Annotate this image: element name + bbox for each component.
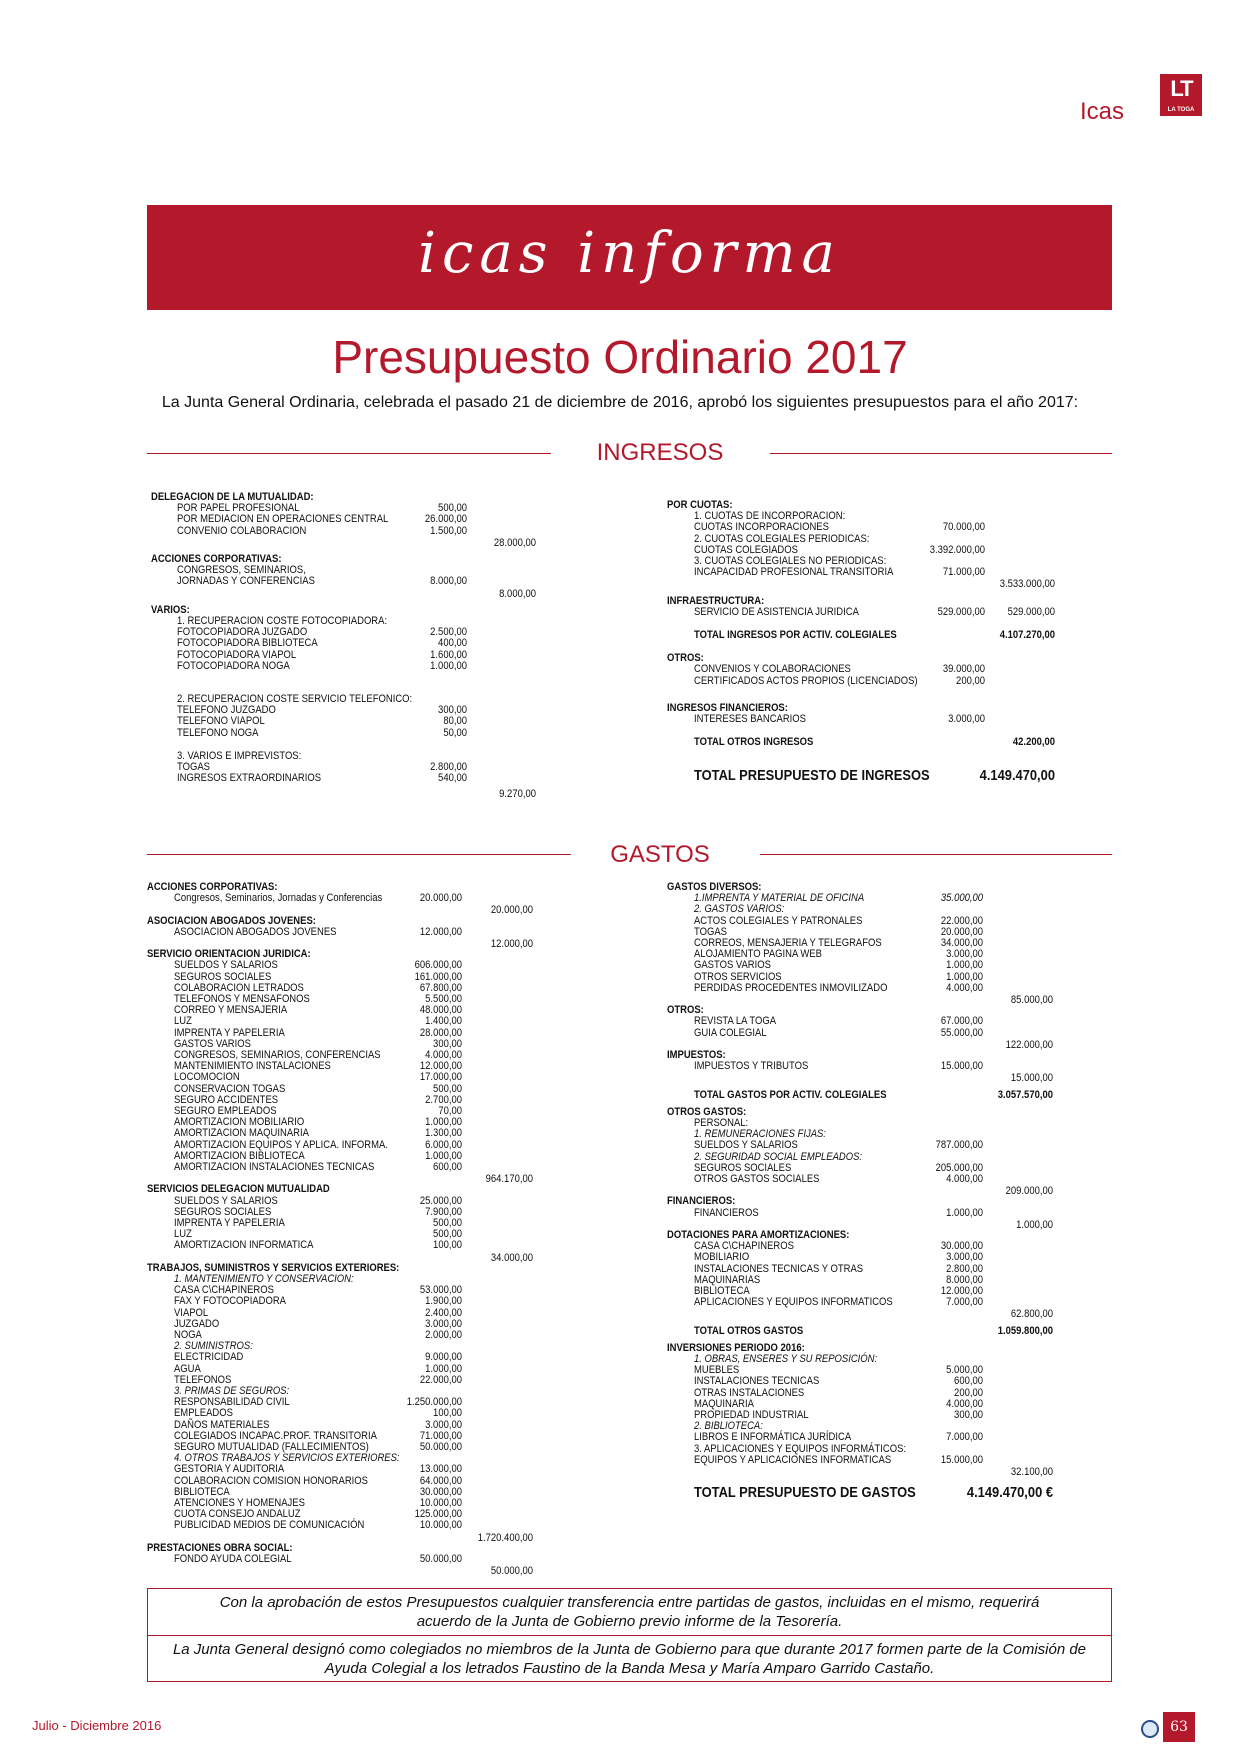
- ledger-amount: 15.000,00: [940, 1453, 983, 1466]
- ledger-label: MANTENIMIENTO INSTALACIONES: [174, 1060, 331, 1073]
- ledger-total: 12.000,00: [490, 938, 533, 950]
- ledger-amount: 2.000,00: [425, 1329, 462, 1341]
- ledger-amount: 400,00: [438, 637, 467, 650]
- ledger-label: DELEGACION DE LA MUTUALIDAD:: [151, 491, 314, 503]
- ledger-label: MUEBLES: [694, 1364, 740, 1377]
- ledger-total: 209.000,00: [1005, 1185, 1053, 1198]
- ledger-total: 28.000,00: [493, 536, 536, 549]
- ledger-label: COLABORACION COMISION HONORARIOS: [174, 1474, 368, 1487]
- ledger-label: TOTAL GASTOS POR ACTIV. COLEGIALES: [694, 1088, 887, 1101]
- ledger-label: OTRAS INSTALACIONES: [694, 1386, 805, 1399]
- ledger-amount: 500,00: [433, 1217, 462, 1229]
- logo-text: LA TOGA: [1167, 107, 1195, 113]
- ledger-amount: 4.000,00: [946, 1173, 983, 1185]
- ledger-label: IMPRENTA Y PAPELERIA: [174, 1217, 285, 1229]
- ledger-label: AMORTIZACION MAQUINARIA: [174, 1127, 309, 1140]
- ledger-amount: 2.500,00: [430, 626, 467, 639]
- ledger-amount: 25.000,00: [419, 1194, 462, 1207]
- ledger-amount: 55.000,00: [940, 1026, 983, 1039]
- footer-issue: Julio - Diciembre 2016: [32, 1718, 162, 1733]
- divider-line: [760, 854, 1112, 855]
- ledger-label: AMORTIZACION INSTALACIONES TECNICAS: [174, 1161, 375, 1173]
- ledger-amount: 10.000,00: [419, 1519, 462, 1532]
- ledger-amount: 12.000,00: [940, 1285, 983, 1297]
- ledger-label: ELECTRICIDAD: [174, 1351, 244, 1364]
- ledger-label: INCAPACIDAD PROFESIONAL TRANSITORIA: [694, 566, 894, 579]
- ledger-amount: 30.000,00: [940, 1240, 983, 1253]
- la-toga-logo: [1160, 74, 1202, 116]
- ledger-label: 2. BIBLIOTECA:: [694, 1420, 763, 1433]
- banner-title: icas informa: [418, 221, 841, 286]
- ledger-label: AMORTIZACION BIBLIOTECA: [174, 1149, 305, 1162]
- ledger-amount: 5.000,00: [946, 1364, 983, 1377]
- page-title: Presupuesto Ordinario 2017: [332, 331, 908, 383]
- ledger-label: OTROS GASTOS SOCIALES: [694, 1173, 820, 1185]
- ledger-label: ALOJAMIENTO PAGINA WEB: [694, 948, 822, 961]
- ledger-label: EMPLEADOS: [174, 1407, 233, 1420]
- ledger-label: CONSERVACION TOGAS: [174, 1082, 286, 1095]
- ledger-amount: 28.000,00: [419, 1026, 462, 1039]
- ledger-label: OTROS:: [667, 1004, 704, 1017]
- ledger-amount: 13.000,00: [419, 1463, 462, 1476]
- ledger-label: Congresos, Seminarios, Jornadas y Conferencias: [174, 892, 383, 905]
- ledger-amount: 100,00: [433, 1407, 462, 1420]
- ledger-label: ATENCIONES Y HOMENAJES: [174, 1497, 305, 1509]
- ledger-label: CASA C\CHAPINEROS: [174, 1284, 274, 1297]
- ledger-amount: 600,00: [433, 1161, 462, 1173]
- ledger-label: 3. PRIMAS DE SEGUROS:: [174, 1385, 290, 1397]
- ledger-amount: 7.000,00: [946, 1296, 983, 1309]
- ledger-amount: 12.000,00: [419, 925, 462, 938]
- ingresos-heading: INGRESOS: [596, 439, 724, 466]
- ledger-total: 1.720.400,00: [477, 1531, 533, 1544]
- ledger-label: POR CUOTAS:: [667, 499, 733, 511]
- ledger-total: 8.000,00: [499, 587, 536, 600]
- ledger-amount: 64.000,00: [419, 1474, 462, 1487]
- ledger-label: 1. OBRAS, ENSERES Y SU REPOSICIÓN:: [694, 1353, 878, 1365]
- ledger-total: 34.000,00: [490, 1251, 533, 1264]
- ledger-label: 2. RECUPERACION COSTE SERVICIO TELEFONICO:: [177, 693, 413, 705]
- ledger-label: IMPRENTA Y PAPELERIA: [174, 1026, 285, 1039]
- ledger-amount: 70,00: [438, 1105, 462, 1117]
- ledger-amount: 1.300,00: [425, 1127, 462, 1140]
- ledger-label: 3. VARIOS E IMPREVISTOS:: [177, 749, 302, 762]
- ledger-amount: 200,00: [956, 674, 985, 687]
- icas-informa-banner: [147, 205, 1112, 310]
- ledger-label: INFRAESTRUCTURA:: [667, 594, 765, 607]
- logo-mark: LT: [1170, 76, 1192, 101]
- ledger-amount: 1.000,00: [946, 1206, 983, 1219]
- ledger-amount: 787.000,00: [935, 1139, 983, 1152]
- ledger-amount: 10.000,00: [419, 1497, 462, 1509]
- ledger-amount: 5.500,00: [425, 993, 462, 1005]
- ledger-label: SEGURO MUTUALIDAD (FALLECIMIENTOS): [174, 1441, 369, 1453]
- ledger-amount: 500,00: [433, 1082, 462, 1095]
- ledger-label: INVERSIONES PERIODO 2016:: [667, 1341, 805, 1354]
- ledger-amount: 9.000,00: [425, 1351, 462, 1364]
- ledger-total: 1.059.800,00: [997, 1324, 1053, 1337]
- ledger-total: 4.149.470,00: [979, 767, 1055, 785]
- ledger-label: BIBLIOTECA: [174, 1485, 230, 1498]
- ledger-label: CONVENIOS Y COLABORACIONES: [694, 663, 851, 676]
- ledger-label: INSTALACIONES TECNICAS Y OTRAS: [694, 1262, 864, 1275]
- ledger-label: VIAPOL: [174, 1306, 209, 1319]
- ledger-label: ACCIONES CORPORATIVAS:: [147, 881, 278, 893]
- ledger-label: NOGA: [174, 1329, 202, 1341]
- ledger-amount: 67.800,00: [419, 981, 462, 994]
- ledger-label: SEGUROS SOCIALES: [174, 970, 272, 983]
- ledger-amount: 50,00: [443, 726, 467, 739]
- ledger-label: ACTOS COLEGIALES Y PATRONALES: [694, 914, 863, 927]
- ledger-label: OTROS GASTOS:: [667, 1105, 747, 1118]
- ledger-total: 964.170,00: [485, 1173, 533, 1186]
- notes-box: [147, 1588, 1112, 1682]
- ledger-label: TOGAS: [694, 925, 727, 938]
- ledger-label: 2. SUMINISTROS:: [174, 1340, 253, 1353]
- ledger-amount: 2.700,00: [425, 1093, 462, 1106]
- ledger-label: GASTOS VARIOS: [694, 959, 771, 972]
- ledger-amount: 529.000,00: [937, 605, 985, 618]
- divider-line: [147, 854, 571, 855]
- ledger-label: POR PAPEL PROFESIONAL: [177, 502, 300, 515]
- ledger-amount: 67.000,00: [940, 1015, 983, 1028]
- ledger-label: VARIOS:: [151, 603, 190, 616]
- ledger-label: BIBLIOTECA: [694, 1285, 750, 1297]
- ledger-label: 2. GASTOS VARIOS:: [694, 903, 785, 916]
- ledger-label: FOTOCOPIADORA VIAPOL: [177, 648, 297, 661]
- ledger-label: SERVICIO ORIENTACION JURIDICA:: [147, 948, 311, 961]
- ledger-label: PRESTACIONES OBRA SOCIAL:: [147, 1541, 293, 1554]
- ledger-label: TOTAL OTROS GASTOS: [694, 1324, 804, 1337]
- ledger-amount: 8.000,00: [430, 575, 467, 588]
- ledger-total: 9.270,00: [499, 788, 536, 801]
- ledger-label: CASA C\CHAPINEROS: [694, 1240, 794, 1253]
- ledger-label: SEGUROS SOCIALES: [174, 1205, 272, 1218]
- ledger-label: JUZGADO: [174, 1317, 220, 1330]
- ledger-label: SEGURO ACCIDENTES: [174, 1093, 279, 1106]
- ledger-total: 122.000,00: [1005, 1038, 1053, 1051]
- ledger-label: AMORTIZACION INFORMATICA: [174, 1239, 314, 1252]
- ledger-label: GASTOS VARIOS: [174, 1037, 251, 1050]
- ledger-amount: 15.000,00: [940, 1060, 983, 1073]
- ledger-amount: 1.400,00: [425, 1015, 462, 1028]
- ledger-label: LUZ: [174, 1228, 192, 1241]
- ledger-amount: 30.000,00: [419, 1485, 462, 1498]
- ledger-amount: 3.000,00: [948, 713, 985, 725]
- ledger-label: APLICACIONES Y EQUIPOS INFORMATICOS: [694, 1296, 893, 1309]
- ledger-label: PROPIEDAD INDUSTRIAL: [694, 1409, 809, 1421]
- ledger-amount: 26.000,00: [424, 513, 467, 526]
- ledger-label: TOTAL PRESUPUESTO DE GASTOS: [694, 1484, 916, 1502]
- ledger-label: 1. RECUPERACION COSTE FOTOCOPIADORA:: [177, 615, 388, 627]
- ledger-total: 3.533.000,00: [999, 578, 1055, 591]
- ledger-label: TOGAS: [177, 761, 210, 773]
- ledger-label: PERDIDAS PROCEDENTES INMOVILIZADO: [694, 981, 888, 994]
- ledger-amount: 125.000,00: [414, 1508, 462, 1521]
- ledger-amount: 12.000,00: [419, 1060, 462, 1073]
- ledger-label: IMPUESTOS Y TRIBUTOS: [694, 1060, 809, 1073]
- ledger-label: DOTACIONES PARA AMORTIZACIONES:: [667, 1229, 850, 1241]
- ledger-amount: 540,00: [438, 772, 467, 785]
- ledger-label: MAQUINARIAS: [694, 1273, 761, 1286]
- ledger-amount: 22.000,00: [419, 1373, 462, 1386]
- ledger-label: CORREO Y MENSAJERIA: [174, 1004, 288, 1017]
- ledger-label: INGRESOS EXTRAORDINARIOS: [177, 772, 322, 785]
- ledger-amount: 600,00: [954, 1375, 983, 1388]
- ledger-total: 50.000,00: [490, 1565, 533, 1578]
- ledger-label: FAX Y FOTOCOPIADORA: [174, 1295, 286, 1308]
- ledger-total: 85.000,00: [1010, 994, 1053, 1006]
- ledger-amount: 2.800,00: [946, 1262, 983, 1275]
- ledger-amount: 2.800,00: [430, 761, 467, 773]
- ledger-total: 4.107.270,00: [999, 629, 1055, 641]
- ledger-total: 529.000,00: [1007, 605, 1055, 618]
- ledger-label: FOTOCOPIADORA JUZGADO: [177, 626, 308, 639]
- ledger-label: SUELDOS Y SALARIOS: [174, 959, 278, 972]
- seal-icon: [1141, 1720, 1159, 1738]
- ledger-label: COLABORACION LETRADOS: [174, 981, 304, 994]
- ledger-amount: 22.000,00: [940, 914, 983, 927]
- ledger-label: 1. REMUNERACIONES FIJAS:: [694, 1128, 826, 1141]
- ledger-label: REVISTA LA TOGA: [694, 1015, 777, 1028]
- ledger-label: SUELDOS Y SALARIOS: [174, 1194, 278, 1207]
- ledger-label: LOCOMOCION: [174, 1071, 240, 1084]
- ledger-amount: 50.000,00: [419, 1553, 462, 1565]
- ledger-label: ASOCIACION ABOGADOS JOVENES:: [147, 914, 316, 927]
- ledger-label: RESPONSABILIDAD CIVIL: [174, 1396, 290, 1409]
- ledger-amount: 48.000,00: [419, 1004, 462, 1017]
- ledger-label: TOTAL INGRESOS POR ACTIV. COLEGIALES: [694, 629, 897, 641]
- ledger-amount: 300,00: [433, 1037, 462, 1050]
- ledger-label: CUOTAS COLEGIADOS: [694, 543, 798, 556]
- ledger-amount: 71.000,00: [419, 1429, 462, 1442]
- ledger-label: POR MEDIACION EN OPERACIONES CENTRAL: [177, 513, 389, 526]
- ledger-label: GASTOS DIVERSOS:: [667, 881, 762, 893]
- ledger-label: SERVICIO DE ASISTENCIA JURIDICA: [694, 605, 859, 618]
- ledger-label: GESTORIA Y AUDITORIA: [174, 1463, 285, 1476]
- ledger-amount: 1.000,00: [425, 1149, 462, 1162]
- ledger-label: AGUA: [174, 1362, 201, 1375]
- ledger-amount: 34.000,00: [940, 937, 983, 949]
- ledger-label: FOTOCOPIADORA NOGA: [177, 659, 290, 672]
- ledger-amount: 1.900,00: [425, 1295, 462, 1308]
- ledger-amount: 300,00: [954, 1409, 983, 1421]
- ledger-total: 1.000,00: [1016, 1218, 1053, 1231]
- ledger-label: INGRESOS FINANCIEROS:: [667, 701, 788, 714]
- ledger-amount: 35.000,00: [940, 892, 983, 905]
- ledger-label: SERVICIOS DELEGACION MUTUALIDAD: [147, 1183, 330, 1196]
- ledger-label: FINANCIEROS: [694, 1206, 759, 1219]
- ledger-amount: 3.000,00: [425, 1418, 462, 1431]
- ledger-label: AMORTIZACION EQUIPOS Y APLICA. INFORMA.: [174, 1138, 388, 1151]
- ledger-total: 4.149.470,00 €: [966, 1484, 1053, 1502]
- ledger-label: OTROS:: [667, 652, 704, 665]
- ledger-amount: 4.000,00: [946, 981, 983, 994]
- ledger-label: IMPUESTOS:: [667, 1049, 726, 1061]
- ledger-label: 3. APLICACIONES Y EQUIPOS INFORMÁTICOS:: [694, 1442, 907, 1455]
- ledger-amount: 50.000,00: [419, 1441, 462, 1453]
- ledger-amount: 161.000,00: [414, 970, 462, 983]
- ledger-amount: 8.000,00: [946, 1273, 983, 1286]
- ledger-amount: 1.000,00: [946, 959, 983, 972]
- ledger-label: 4. OTROS TRABAJOS Y SERVICIOS EXTERIORES:: [174, 1452, 400, 1465]
- ledger-label: TELEFONO VIAPOL: [177, 715, 265, 728]
- ledger-label: 3. CUOTAS COLEGIALES NO PERIODICAS:: [694, 555, 887, 567]
- ledger-label: ASOCIACION ABOGADOS JOVENES: [174, 925, 337, 938]
- ledger-amount: 80,00: [443, 715, 467, 728]
- ledger-amount: 17.000,00: [419, 1071, 462, 1084]
- intro-text: La Junta General Ordinaria, celebrada el pasado 21 de diciembre de 2016, aprobó los siguientes presupuestos para el año 2017:: [161, 394, 1079, 411]
- ledger-label: EQUIPOS Y APLICACIONES INFORMATICAS: [694, 1453, 892, 1466]
- ledger-amount: 200,00: [954, 1386, 983, 1399]
- ledger-label: TOTAL OTROS INGRESOS: [694, 736, 814, 749]
- ledger-label: CONGRESOS, SEMINARIOS, CONFERENCIAS: [174, 1049, 381, 1061]
- ledger-amount: 3.000,00: [946, 948, 983, 961]
- ledger-label: AMORTIZACION MOBILIARIO: [174, 1116, 305, 1129]
- ledger-label: SUELDOS Y SALARIOS: [694, 1139, 798, 1152]
- divider-line: [770, 453, 1112, 454]
- ledger-label: JORNADAS Y CONFERENCIAS: [177, 575, 315, 588]
- ledger-amount: 606.000,00: [414, 959, 462, 972]
- ledger-amount: 20.000,00: [940, 925, 983, 938]
- ledger-label: OTROS SERVICIOS: [694, 970, 782, 983]
- ledger-label: PERSONAL:: [694, 1117, 749, 1129]
- ledger-amount: 3.392.000,00: [929, 543, 985, 556]
- ledger-label: GUIA COLEGIAL: [694, 1026, 767, 1039]
- section-label: Icas: [1080, 98, 1125, 125]
- ledger-label: CERTIFICADOS ACTOS PROPIOS (LICENCIADOS): [694, 674, 918, 687]
- ledger-amount: 7.900,00: [425, 1205, 462, 1218]
- ledger-label: LIBROS E INFORMÁTICA JURÍDICA: [694, 1431, 852, 1444]
- ledger-label: TELEFONO JUZGADO: [177, 704, 276, 717]
- ledger-label: TELEFONO NOGA: [177, 726, 259, 739]
- ledger-label: CONGRESOS, SEMINARIOS,: [177, 564, 306, 577]
- ledger-label: LUZ: [174, 1015, 192, 1028]
- ledger-label: CUOTA CONSEJO ANDALUZ: [174, 1508, 301, 1521]
- ledger-amount: 1.000,00: [430, 659, 467, 672]
- ledger-amount: 1.600,00: [430, 648, 467, 661]
- ledger-amount: 1.000,00: [425, 1362, 462, 1375]
- ledger-label: MOBILIARIO: [694, 1251, 750, 1264]
- ledger-amount: 100,00: [433, 1239, 462, 1252]
- ledger-amount: 70.000,00: [942, 521, 985, 534]
- divider-line: [147, 453, 551, 454]
- ledger-total: 32.100,00: [1010, 1466, 1053, 1478]
- ledger-amount: 39.000,00: [942, 663, 985, 676]
- ledger-label: SEGURO EMPLEADOS: [174, 1105, 277, 1117]
- ledger-amount: 500,00: [438, 502, 467, 515]
- ledger-label: 1. MANTENIMIENTO Y CONSERVACION:: [174, 1273, 354, 1285]
- ledger-total: 20.000,00: [490, 904, 533, 917]
- ledger-amount: 6.000,00: [425, 1138, 462, 1151]
- ledger-label: 1.IMPRENTA Y MATERIAL DE OFICINA: [694, 892, 865, 905]
- ledger-label: FONDO AYUDA COLEGIAL: [174, 1553, 292, 1565]
- ledger-label: TRABAJOS, SUMINISTROS Y SERVICIOS EXTERIORES:: [147, 1261, 400, 1274]
- ledger-label: INSTALACIONES TECNICAS: [694, 1375, 820, 1388]
- ledger-amount: 300,00: [438, 704, 467, 717]
- page-number: 63: [1163, 1712, 1195, 1742]
- ledger-amount: 1.000,00: [425, 1116, 462, 1129]
- ledger-total: 42.200,00: [1012, 736, 1055, 749]
- ledger-label: TELEFONOS: [174, 1373, 232, 1386]
- ledger-amount: 71.000,00: [942, 566, 985, 579]
- ledger-label: SEGUROS SOCIALES: [694, 1161, 792, 1174]
- ledger-label: MAQUINARIA: [694, 1397, 754, 1410]
- ledger-amount: 2.400,00: [425, 1306, 462, 1319]
- ledger-label: CUOTAS INCORPORACIONES: [694, 521, 829, 534]
- ledger-amount: 205.000,00: [935, 1161, 983, 1174]
- note-comision: La Junta General designó como colegiados no miembros de la Junta de Gobierno para que durante 2017 formen parte de la Comisión de Ayuda Colegial a los letrados Faustino de la Banda Mesa y María Amparo Garrido Castaño.: [172, 1641, 1087, 1677]
- ledger-amount: 1.000,00: [946, 970, 983, 983]
- ledger-amount: 3.000,00: [946, 1251, 983, 1264]
- ledger-label: INTERESES BANCARIOS: [694, 713, 806, 725]
- ledger-label: 2. SEGURIDAD SOCIAL EMPLEADOS:: [694, 1150, 863, 1163]
- ledger-amount: 53.000,00: [419, 1284, 462, 1297]
- ledger-label: TOTAL PRESUPUESTO DE INGRESOS: [694, 767, 930, 785]
- ledger-amount: 1.250.000,00: [406, 1396, 462, 1409]
- ledger-amount: 1.500,00: [430, 524, 467, 537]
- ledger-label: CONVENIO COLABORACION: [177, 524, 307, 537]
- ledger-amount: 4.000,00: [425, 1049, 462, 1061]
- ledger-label: 1. CUOTAS DE INCORPORACION:: [694, 510, 846, 523]
- ledger-label: FOTOCOPIADORA BIBLIOTECA: [177, 637, 318, 650]
- ledger-total: 3.057.570,00: [997, 1088, 1053, 1101]
- ledger-label: DAÑOS MATERIALES: [174, 1418, 270, 1431]
- ledger-label: TELEFONOS Y MENSAFONOS: [174, 993, 310, 1005]
- ledger-total: 15.000,00: [1010, 1072, 1053, 1085]
- ledger-label: PUBLICIDAD MEDIOS DE COMUNICACIÓN: [174, 1519, 365, 1532]
- gastos-heading: GASTOS: [610, 841, 710, 868]
- ledger-amount: 4.000,00: [946, 1397, 983, 1410]
- ledger-label: CORREOS, MENSAJERIA Y TELEGRAFOS: [694, 937, 882, 949]
- ledger-amount: 7.000,00: [946, 1431, 983, 1444]
- ledger-label: COLEGIADOS INCAPAC.PROF. TRANSITORIA: [174, 1429, 377, 1442]
- ledger-label: ACCIONES CORPORATIVAS:: [151, 553, 282, 565]
- ledger-amount: 20.000,00: [419, 892, 462, 905]
- note-transfer: Con la aprobación de estos Presupuestos cualquier transferencia entre partidas de gastos, incluidas en el mismo, requerirá acuerdo de la Junta de Gobierno previo informe de la Tesorería.: [219, 1594, 1040, 1630]
- ledger-label: FINANCIEROS:: [667, 1195, 736, 1208]
- ledger-amount: 500,00: [433, 1228, 462, 1241]
- ledger-amount: 3.000,00: [425, 1317, 462, 1330]
- ledger-label: 2. CUOTAS COLEGIALES PERIODICAS:: [694, 532, 870, 545]
- notes-divider: [148, 1635, 1111, 1636]
- ledger-total: 62.800,00: [1010, 1308, 1053, 1321]
